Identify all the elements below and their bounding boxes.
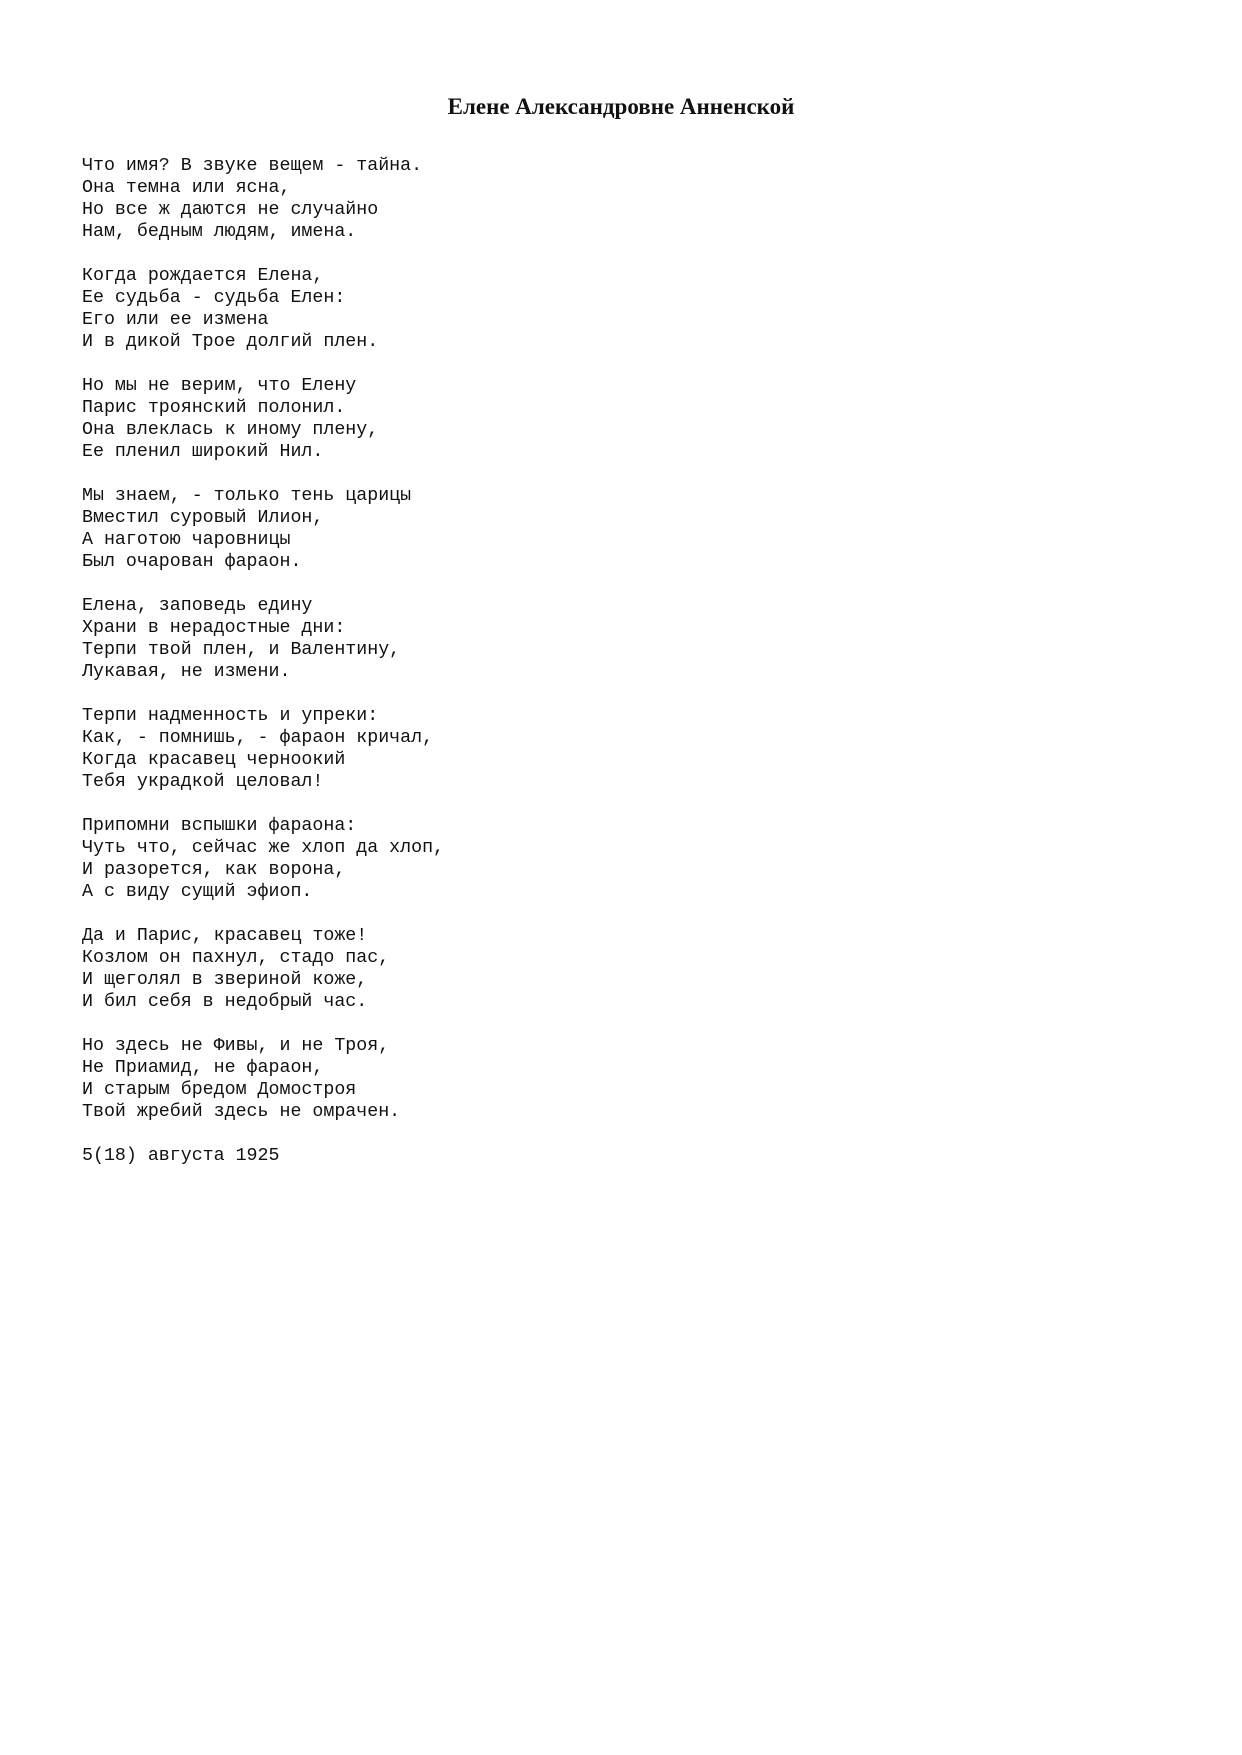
poem-line: Когда красавец черноокий	[82, 750, 346, 770]
poem-line: А с виду сущий эфиоп.	[82, 882, 313, 902]
poem-line: Но здесь не Фивы, и не Троя,	[82, 1036, 390, 1056]
stanza	[82, 815, 1082, 903]
stanza	[82, 1035, 1082, 1123]
stanza	[82, 155, 1082, 243]
poem-line: А наготою чаровницы	[82, 530, 291, 550]
stanza	[82, 485, 1082, 573]
poem-line: И старым бредом Домостроя	[82, 1080, 357, 1100]
stanza	[82, 705, 1082, 793]
stanza	[82, 925, 1082, 1013]
poem-line: Парис троянский полонил.	[82, 398, 346, 418]
poem-line: Елена, заповедь едину	[82, 596, 313, 616]
poem-line: И бил себя в недобрый час.	[82, 992, 368, 1012]
poem-line: Припомни вспышки фараона:	[82, 816, 357, 836]
poem-line: Но все ж даются не случайно	[82, 200, 379, 220]
poem-line: Лукавая, не измени.	[82, 662, 291, 682]
poem-line: Она влеклась к иному плену,	[82, 420, 379, 440]
poem-line: Терпи надменность и упреки:	[82, 706, 379, 726]
poem-line: Да и Парис, красавец тоже!	[82, 926, 368, 946]
poem-line: Его или ее измена	[82, 310, 269, 330]
poem-line: Ее судьба - судьба Елен:	[82, 288, 346, 308]
stanza	[82, 265, 1082, 353]
poem-line: Тебя украдкой целовал!	[82, 772, 324, 792]
poem-line: Чуть что, сейчас же хлоп да хлоп,	[82, 838, 445, 858]
poem-line: Козлом он пахнул, стадо пас,	[82, 948, 390, 968]
poem-line: Храни в нерадостные дни:	[82, 618, 346, 638]
poem-line: И в дикой Трое долгий плен.	[82, 332, 379, 352]
poem-line: Она темна или ясна,	[82, 178, 291, 198]
poem-line: Что имя? В звуке вещем - тайна.	[82, 156, 423, 176]
stanza	[82, 595, 1082, 683]
poem-line: Но мы не верим, что Елену	[82, 376, 357, 396]
stanza-list	[82, 155, 1082, 1123]
poem-line: Когда рождается Елена,	[82, 266, 324, 286]
poem-line: Нам, бедным людям, имена.	[82, 222, 357, 242]
poem-line: Мы знаем, - только тень царицы	[82, 486, 412, 506]
poem-line: Вместил суровый Илион,	[82, 508, 324, 528]
poem-line: И разорется, как ворона,	[82, 860, 346, 880]
poem-line: Терпи твой плен, и Валентину,	[82, 640, 401, 660]
poem-line: Ее пленил широкий Нил.	[82, 442, 324, 462]
poem-body	[82, 155, 1082, 1167]
poem-title: Елене Александровне Анненской	[447, 94, 795, 119]
poem-line: Твой жребий здесь не омрачен.	[82, 1102, 401, 1122]
poem-date: 5(18) августа 1925	[82, 1146, 280, 1166]
stanza	[82, 375, 1082, 463]
poem-line: Не Приамид, не фараон,	[82, 1058, 324, 1078]
poem-line: И щеголял в звериной коже,	[82, 970, 368, 990]
poem-line: Как, - помнишь, - фараон кричал,	[82, 728, 434, 748]
poem-line: Был очарован фараон.	[82, 552, 302, 572]
